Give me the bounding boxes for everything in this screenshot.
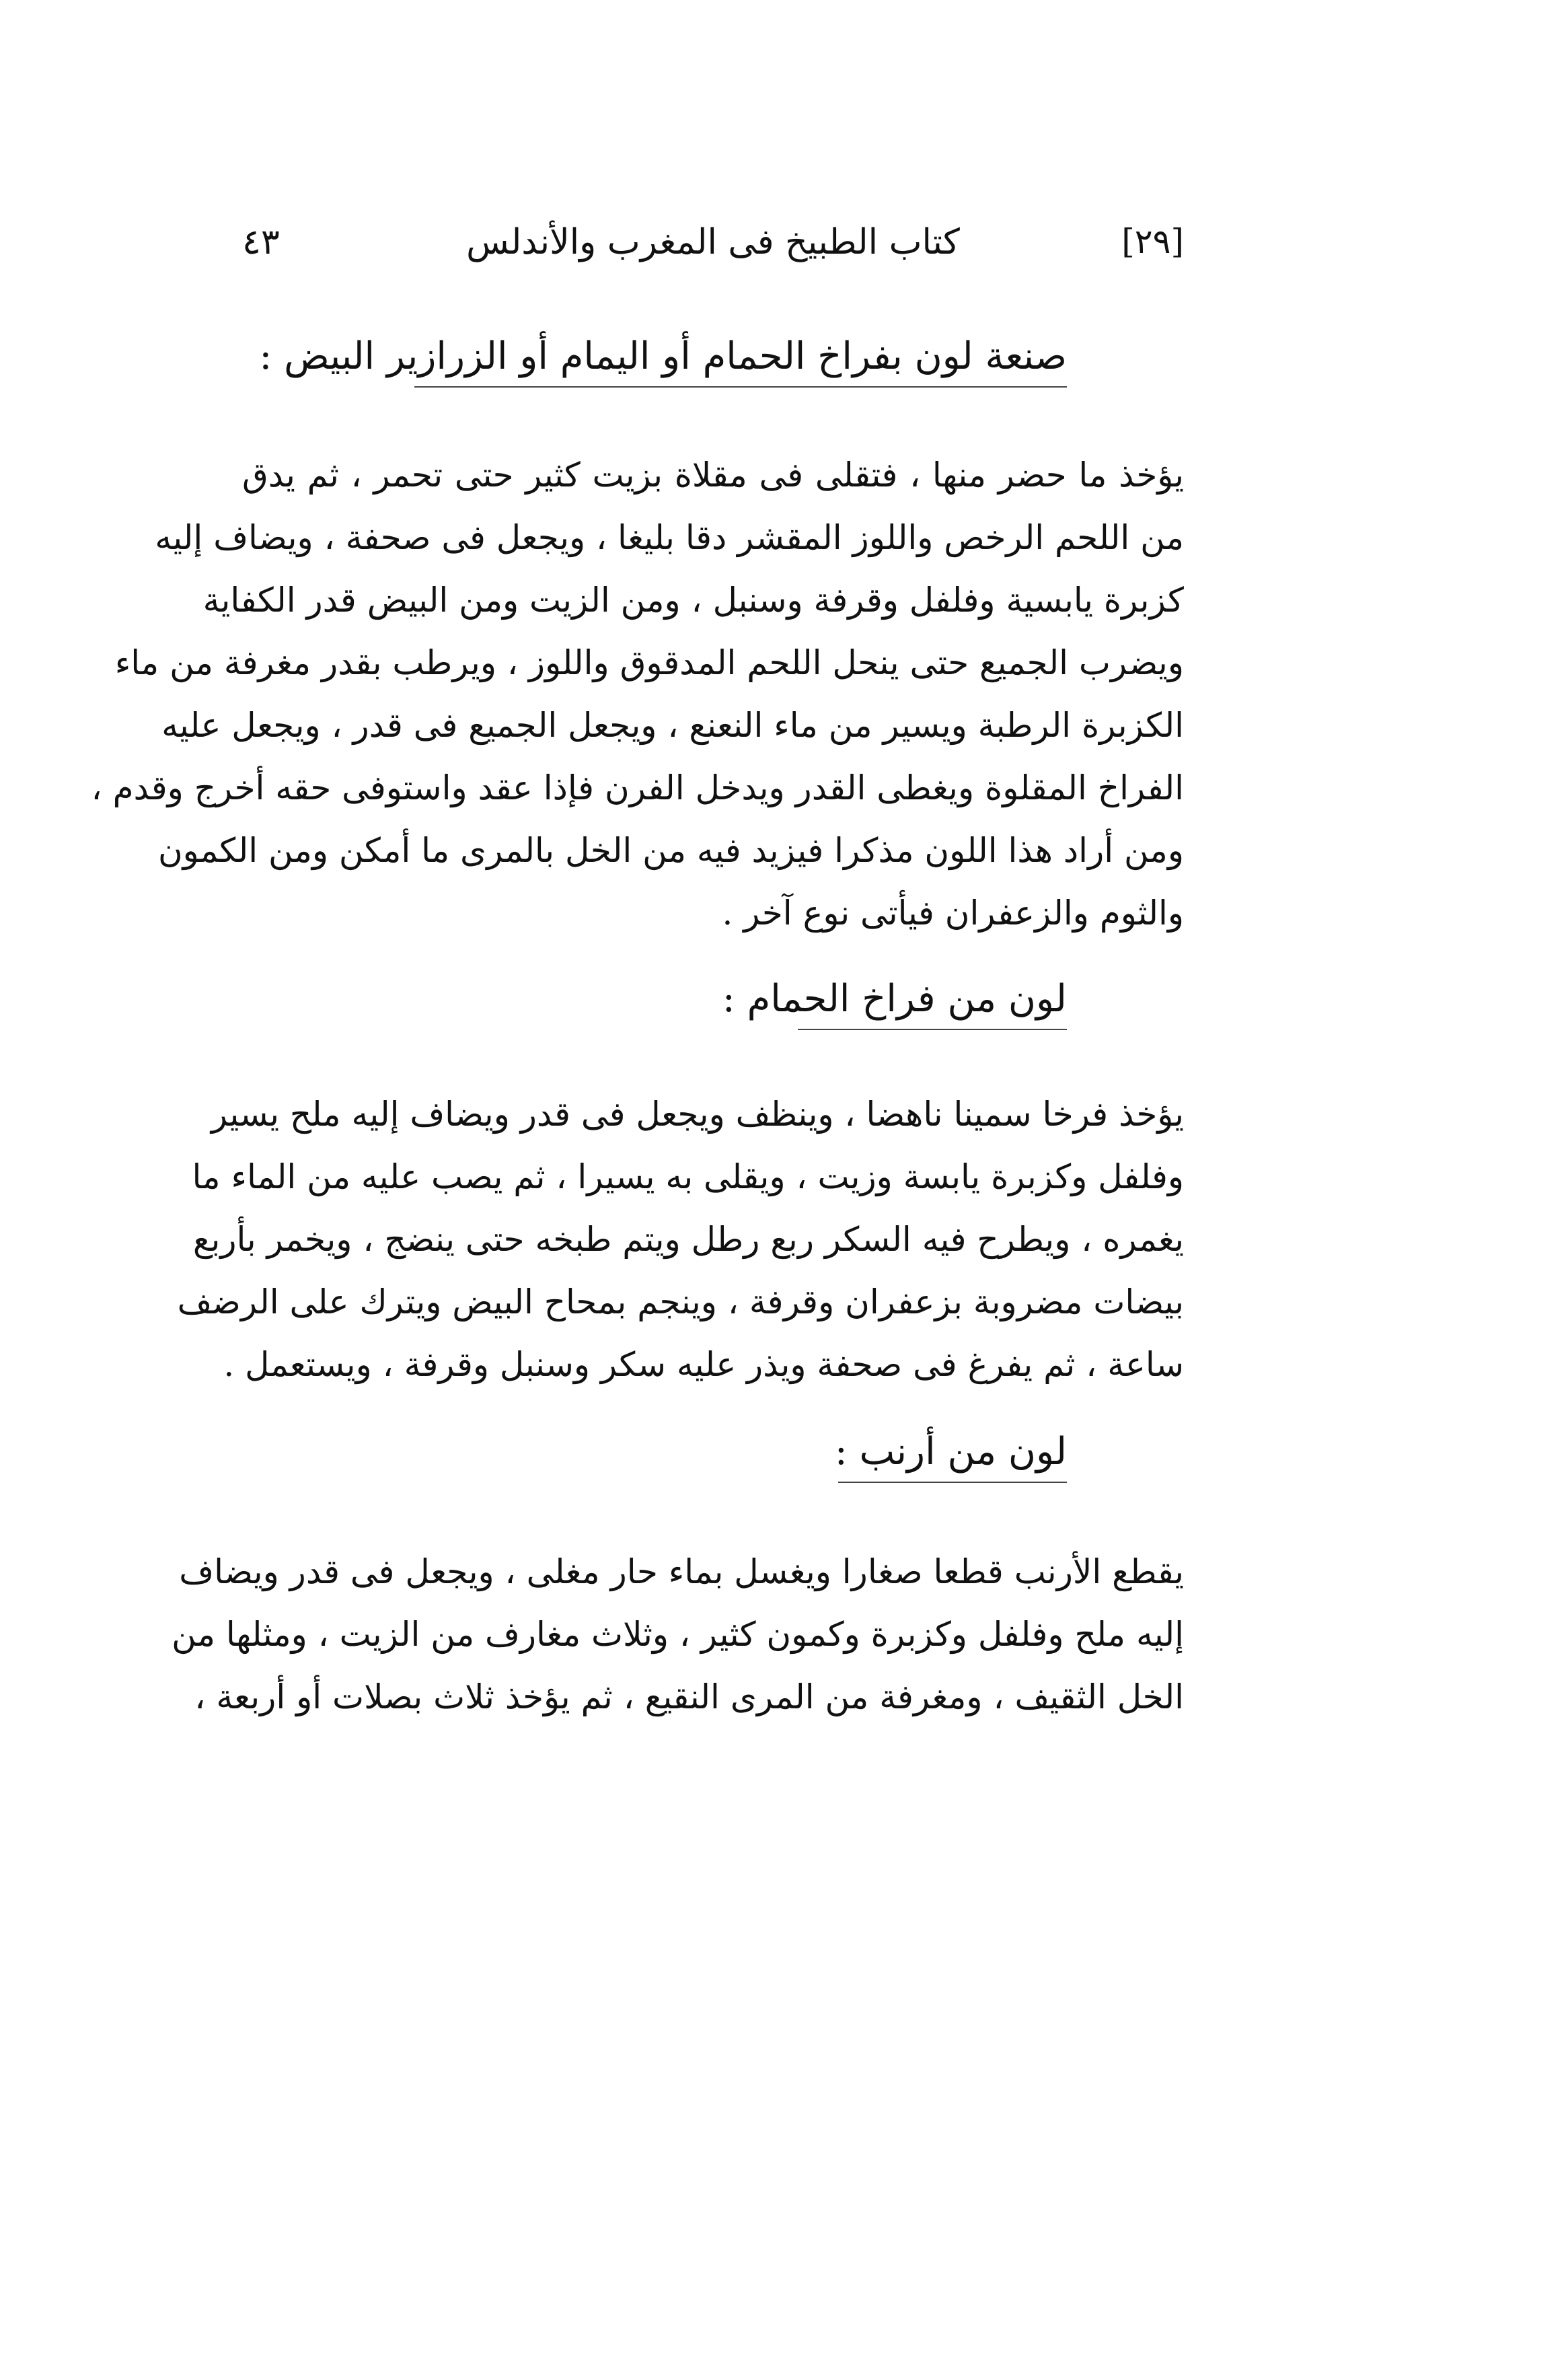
text-line: يغمره ، ويطرح فيه السكر ربع رطل ويتم طبخه حتى ينضج ، ويخمر بأربع (192, 1220, 1184, 1259)
text-line: ومن أراد هذا اللون مذكرا فيزيد فيه من الخل بالمرى ما أمكن ومن الكمون (157, 831, 1184, 870)
text-line: بيضات مضروبة بزعفران وقرفة ، وينجم بمحاح البيض ويترك على الرضف (177, 1282, 1184, 1321)
recipe-heading (834, 1425, 1067, 1483)
recipe-heading-text: صنعة لون بفراخ الحمام أو اليمام أو الزرازير البيض : (259, 334, 1067, 378)
text-line: إليه ملح وفلفل وكزبرة وكمون كثير ، وثلاث مغارف من الزيت ، ومثلها من (172, 1615, 1184, 1654)
running-head (242, 222, 1184, 283)
recipe-heading-text: لون من فراخ الحمام : (722, 977, 1067, 1021)
text-line: من اللحم الرخص واللوز المقشر دقا بليغا ، ويجعل فى صحفة ، ويضاف إليه (155, 518, 1184, 557)
recipe-heading (259, 330, 1067, 388)
text-line: يؤخذ فرخا سمينا ناهضا ، وينظف ويجعل فى قدر ويضاف إليه ملح يسير (211, 1095, 1184, 1134)
text-line: الكزبرة الرطبة ويسير من ماء النعنع ، ويجعل الجميع فى قدر ، ويجعل عليه (161, 706, 1184, 745)
page-number: ٤٣ (242, 222, 280, 262)
recipe-heading-text: لون من أرنب : (834, 1430, 1067, 1474)
text-line: الفراخ المقلوة ويغطى القدر ويدخل الفرن فإذا عقد واستوفى حقه أخرج وقدم ، (91, 768, 1184, 807)
recipe-paragraph (172, 1541, 1184, 1729)
heading-underline (798, 1029, 1067, 1030)
text-line: وفلفل وكزبرة يابسة وزيت ، ويقلى به يسيرا ، ثم يصب عليه من الماء ما (192, 1157, 1184, 1196)
text-line: ساعة ، ثم يفرغ فى صحفة ويذر عليه سكر وسنبل وقرفة ، ويستعمل . (223, 1345, 1184, 1384)
recipe-heading (722, 972, 1067, 1030)
text-line: والثوم والزعفران فيأتى نوع آخر . (722, 894, 1184, 933)
recipe-paragraph (177, 1083, 1184, 1396)
recipe-paragraph (91, 444, 1184, 945)
text-line: يؤخذ ما حضر منها ، فتقلى فى مقلاة بزيت كثير حتى تحمر ، ثم يدق (242, 456, 1184, 495)
text-line: الخل الثقيف ، ومغرفة من المرى النقيع ، ثم يؤخذ ثلاث بصلات أو أربعة ، (194, 1677, 1184, 1716)
text-line: كزبرة يابسية وفلفل وقرفة وسنبل ، ومن الزيت ومن البيض قدر الكفاية (202, 581, 1184, 620)
book-title: كتاب الطبيخ فى المغرب والأندلس (466, 222, 960, 262)
heading-underline (838, 1482, 1067, 1483)
text-line: ويضرب الجميع حتى ينحل اللحم المدقوق واللوز ، ويرطب بقدر مغرفة من ماء (114, 643, 1184, 682)
text-line: يقطع الأرنب قطعا صغارا ويغسل بماء حار مغلى ، ويجعل فى قدر ويضاف (179, 1552, 1184, 1591)
section-number: [٢٩] (1121, 222, 1184, 261)
heading-underline (414, 386, 1067, 388)
